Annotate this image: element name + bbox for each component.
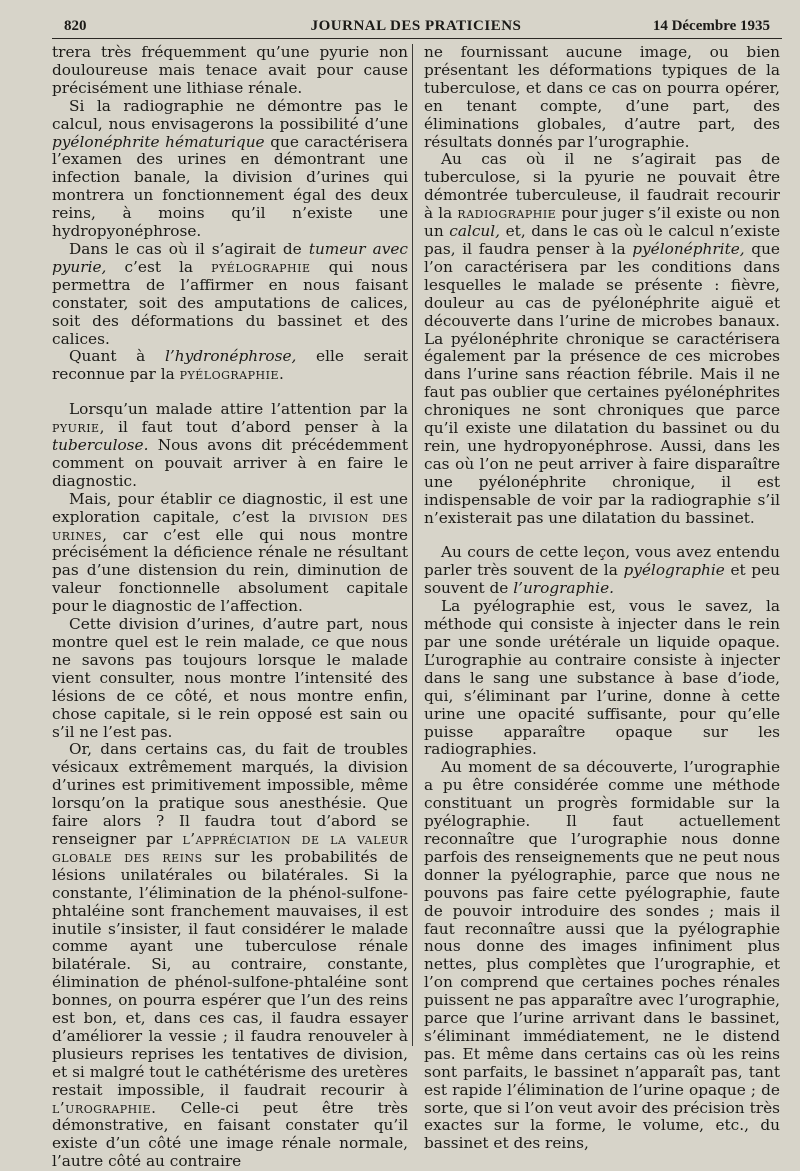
paragraph — [52, 616, 408, 741]
text-run: Celle-ci peut être très démonstrative, en faisant constater qu’il existe d’un côté une image rénale normale, l’autre côté au contraire — [52, 1098, 408, 1171]
text-run: Mais, pour établir ce diagnostic, il est une exploration capitale, c’est la — [52, 489, 408, 526]
italic-term: pyélonéphrite, — [632, 239, 745, 258]
paragraph — [424, 759, 780, 1153]
small-caps-term: pyélographie. — [179, 365, 285, 384]
left-column — [52, 44, 408, 1171]
page-number: 820 — [64, 18, 87, 34]
paragraph — [52, 401, 408, 491]
header-rule — [52, 38, 782, 39]
text-run: , car c’est elle qui nous montre précisément la déficience rénale ne résultant pas d’une distension du rein, diminution de valeur fonctionnelle absolument capitale pour le diagnostic de l’affection. — [52, 525, 408, 616]
italic-term: l’urographie. — [513, 579, 614, 598]
right-column — [424, 44, 780, 1153]
paragraph — [52, 98, 408, 241]
page-header — [52, 16, 780, 38]
text-run: ne fournissant aucune image, ou bien présentant les déformations typiques de la tuberculose, et dans ce cas on pourra opérer, en tenant compte, d’une part, des éliminations globales, d’autre part, des résultats donnés par l’urographie. — [424, 43, 780, 151]
small-caps-term: pyélographie — [211, 257, 311, 276]
paragraph — [424, 598, 780, 759]
issue-date: 14 Décembre 1935 — [652, 18, 770, 34]
text-run: c’est la — [106, 257, 212, 276]
text-run: et, dans le cas où le calcul n’existe pas, il faudra penser à la — [424, 222, 780, 258]
paragraph — [424, 544, 780, 598]
text-run: Cette division d’urines, d’autre part, nous montre quel est le rein malade, ce que nous ne savons pas toujours lorsque le malade vient consulter, nous montre l’intensité des lésions de ce côté, et nous montre enfin, chose capitale, si le rein opposé est sain ou s’il ne l’est pas. — [52, 615, 408, 741]
italic-term: tuberculose. — [52, 436, 149, 455]
text-run: La pyélographie est, vous le savez, la méthode qui consiste à injecter dans le rein par une sonde urétérale un liquide opaque. L’urographie au contraire consiste à injecter dans le sang une substance à base d’iode, qui, s’éliminant par l’urine, donne à cette urine une opacité suffisante, pour qu’elle puisse apparaître opaque sur les radiographies. — [424, 597, 780, 759]
text-run: trera très fréquemment qu’une pyurie non douloureuse mais tenace avait pour cause précisément une lithiase rénale. — [52, 43, 408, 97]
small-caps-term: division des urines — [52, 507, 408, 544]
italic-term: pyélonéphrite hématurique — [52, 132, 265, 151]
text-run: Or, dans certains cas, du fait de troubles vésicaux extrêmement marqués, la division d’urines est primitivement impossible, même lorsqu’on la pratique sous anesthésie. Que faire alors ? Il faudra tout d’abord se renseigner par — [52, 740, 408, 848]
paragraph — [424, 151, 780, 527]
paragraph — [52, 241, 408, 348]
small-caps-term: radiographie — [457, 204, 557, 223]
text-run: Au cas où il ne s’agirait pas de tuberculose, si la pyurie ne pouvait être démontrée tuberculeuse, il faudrait recourir à la — [424, 150, 780, 223]
text-run: elle serait reconnue par la — [52, 347, 408, 384]
text-run: sur les probabilités de lésions unilatérales ou bilatérales. Si la constante, l’élimination de la phénol-sulfone-phtaléine sont franchement mauvaises, il est inutile s’insister, il faut considérer le malade comme ayant une tuberculose rénale bilatérale. Si, au contraire, constante, élimination de phénol-sulfone-phtaléine sont bonnes, on pourra espérer que l’un des reins est bon, et, dans ces cas, il faudra essayer d’améliorer la vessie ; il faudra renouveler à plusieurs reprises les tentatives de division, et si malgré tout le cathétérisme des uretères restait impossible, il faudrait recourir à — [52, 847, 408, 1099]
text-run: Quant à — [69, 347, 165, 366]
text-run: qui nous permettra de l’affirmer en nous faisant constater, soit des amputations de calices, soit des déformations du bassinet et des calices. — [52, 257, 408, 348]
text-run: Dans le cas où il s’agirait de — [69, 239, 309, 258]
text-run: Au moment de sa découverte, l’urographie a pu être considérée comme une méthode constituant un progrès formidable sur la pyélographie. Il faut actuellement reconnaître que l’urographie nous donne parfois des renseignements que ne peut nous donner la pyélographie, parce que nous ne pouvons pas faire cette pyélographie, faute de pouvoir introduire des sondes ; mais il faut reconnaître aussi que la pyélographie nous donne des images infiniment plus nettes, plus complètes que l’urographie, et l’on comprend que certaines poches rénales puissent ne pas apparaître avec l’urographie, parce que l’urine arrivant dans le bassinet, s’éliminant immédiatement, ne le distend pas. Et même dans certains cas où les reins sont parfaits, le bassinet n’apparaît pas, tant est rapide l’élimination de l’urine opaque ; de sorte, que si l’on veut avoir des précision très exactes sur la forme, le volume, etc., du bassinet et des reins, — [424, 758, 780, 1153]
text-run: , il faut tout d’abord penser à la — [99, 418, 408, 437]
paragraph — [424, 44, 780, 151]
text-run: Au cours de cette leçon, vous avez entendu parler très souvent de la — [424, 543, 780, 580]
text-run: que l’on caractérisera par les conditions dans lesquelles le malade se présente : fièvre, douleur au cas de pyélonéphrite aiguë et découverte dans l’urine de microbes banaux. La pyélonéphrite chronique se caractérisera également par la présence de ces microbes dans l’urine sans réaction fébrile. Mais il ne faut pas oublier que certaines pyélonéphrites chroniques ne sont chroniques que parce qu’il existe une dilatation du bassinet ou du rein, une hydropyonéphrose. Aussi, dans les cas où l’on ne peut arriver à faire disparaître une pyélonéphrite chronique, il est indispensable de voir par la radiographie s’il n’existerait pas une dilatation du bassinet. — [424, 239, 780, 527]
paragraph — [52, 491, 408, 616]
text-run: Si la radiographie ne démontre pas le calcul, nous envisagerons la possibilité d’une — [52, 96, 408, 133]
small-caps-term: l’appréciation de la valeur globale des reins — [52, 829, 408, 866]
text-run: pour juger s’il existe ou non un — [424, 204, 781, 241]
italic-term: l’hydronéphrose, — [164, 347, 297, 366]
small-caps-term: l’urographie. — [52, 1098, 157, 1117]
paragraph — [52, 348, 408, 384]
paragraph — [52, 44, 408, 98]
text-run: Nous avons dit précédemment comment on pouvait arriver à en faire le diagnostic. — [52, 436, 408, 490]
text-run: et peu souvent de — [424, 561, 780, 598]
small-caps-term: pyurie — [52, 418, 100, 437]
column-divider — [412, 44, 413, 1046]
italic-term: pyélographie — [623, 561, 725, 580]
text-run: que caractérisera l’examen des urines en démontrant une infection banale, la division d’urines qui montrera un fonctionnement égal des deux reins, à moins qu’il n’existe une hydropyonéphrose. — [52, 132, 408, 241]
paragraph — [52, 741, 408, 1171]
text-run: Lorsqu’un malade attire l’attention par la — [69, 400, 408, 419]
italic-term: calcul, — [449, 222, 501, 241]
italic-term: tumeur avec pyurie, — [52, 239, 408, 276]
journal-title: JOURNAL DES PRATICIENS — [310, 18, 522, 34]
